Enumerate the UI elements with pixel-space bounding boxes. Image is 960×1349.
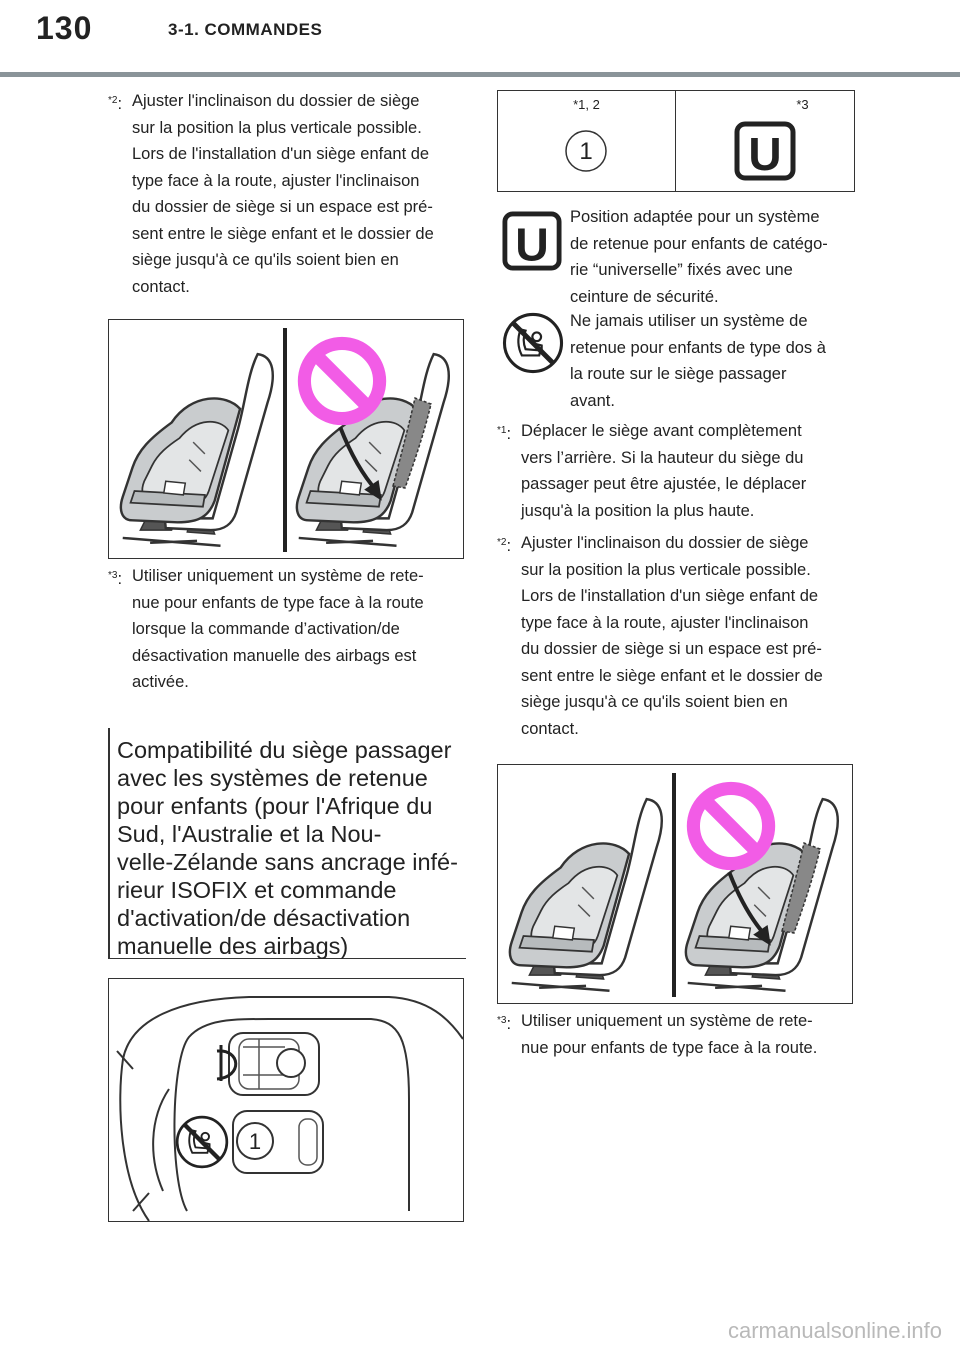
note-line: Utiliser uniquement un système de rete- xyxy=(521,1012,813,1030)
note-line: nue pour enfants de type face à la route. xyxy=(521,1038,818,1057)
heading-line: avec les systèmes de retenue xyxy=(117,765,428,791)
universal-u-icon xyxy=(502,210,562,272)
car-diagram-seat-symbol: 1 xyxy=(248,1129,262,1154)
note-line: type face à la route, ajuster l'inclinaison xyxy=(132,171,420,190)
legend-universal xyxy=(570,204,860,310)
heading-line: Sud, l'Australie et la Nou- xyxy=(117,821,382,847)
section-title: 3-1. COMMANDES xyxy=(168,20,323,39)
heading-line: velle-Zélande sans ancrage infé- xyxy=(117,849,458,875)
footnote-marker: *2 xyxy=(108,95,118,106)
footnote-3-left: $^{*3}$: Utiliser uniquement un système de rete- nue pour enfants de type face à la route lorsque la commande d’activation/de désactivation manuelle des airbags est activée. xyxy=(108,563,468,696)
note-line: jusqu'à la position la plus haute. xyxy=(521,501,755,520)
note-line: Ajuster l'inclinaison du dossier de siège xyxy=(521,534,809,552)
seat-recline-illustration-left xyxy=(108,319,464,559)
legend-prohibited xyxy=(570,308,860,414)
note-line: désactivation manuelle des airbags est xyxy=(132,646,417,665)
note-line: Ajuster l'inclinaison du dossier de siège xyxy=(132,92,420,110)
note-line: Lors de l'installation d'un siège enfant de xyxy=(132,145,430,163)
note-line: lorsque la commande d’activation/de xyxy=(132,620,400,638)
note-line: Utiliser uniquement un système de rete- xyxy=(132,567,424,585)
legend-line: de retenue pour enfants de catégo- xyxy=(570,234,828,253)
table-cell-col1 xyxy=(498,91,676,191)
legend-u-symbol: U xyxy=(515,218,549,271)
note-line: sent entre le siège enfant et le dossier de xyxy=(132,224,434,243)
note-line: sur la position la plus verticale possible. xyxy=(132,118,422,137)
seat-recline-drawing xyxy=(109,320,463,558)
footnote-1-right: $^{*1}$: Déplacer le siège avant complètement vers l’arrière. Si la hauteur du siège du passager peut être ajustée, le déplacer jusqu'à la position la plus haute. xyxy=(497,418,857,524)
legend-line: Ne jamais utiliser un système de xyxy=(570,312,808,330)
heading-line: rieur ISOFIX et commande xyxy=(117,877,397,903)
note-line: Lors de l'installation d'un siège enfant de xyxy=(521,587,819,605)
note-line: siège jusqu'à ce qu'ils soient bien en xyxy=(132,251,399,269)
heading-line: d'activation/de désactivation xyxy=(117,905,411,931)
note-line: sur la position la plus verticale possible. xyxy=(521,560,811,579)
note-line: activée. xyxy=(132,673,189,691)
table-cell-col2 xyxy=(676,91,853,191)
universal-u-icon xyxy=(734,121,796,181)
legend-line: rie “universelle” fixés avec une xyxy=(570,261,793,279)
note-line: type face à la route, ajuster l'inclinaison xyxy=(521,613,809,632)
note-line: nue pour enfants de type face à la route xyxy=(132,593,424,612)
note-line: du dossier de siège si un espace est pré- xyxy=(521,640,822,658)
heading-bar xyxy=(108,728,110,958)
heading-line: Compatibilité du siège passager xyxy=(117,737,452,763)
footnote-marker: *1 xyxy=(497,425,507,436)
header-rule xyxy=(0,72,960,77)
footnote-marker: *3 xyxy=(497,1015,507,1026)
footnote-2-right: $^{*2}$: Ajuster l'inclinaison du dossier de siège sur la position la plus verticale possible. Lors de l'installation d'un siège enfant de type face à la route, ajuster l'inclinaison du dossier de siège si un espace est pré- sent entre le siège enfant et le dossier de siège jusqu'à ce qu'ils soient bien en contact. xyxy=(497,530,857,742)
note-line: passager peut être ajustée, le déplacer xyxy=(521,475,807,493)
circle-1-icon xyxy=(564,129,608,173)
legend-line: la route sur le siège passager xyxy=(570,365,787,383)
heading-line: pour enfants (pour l'Afrique du xyxy=(117,793,433,819)
note-line: vers l’arrière. Si la hauteur du siège du xyxy=(521,448,804,467)
note-line: contact. xyxy=(132,277,190,296)
page-number: 130 xyxy=(36,10,93,46)
footnote-3-right: $^{*3}$: Utiliser uniquement un système de rete- nue pour enfants de type face à la route. xyxy=(497,1008,857,1061)
footnote-marker: *2 xyxy=(497,537,507,548)
note-line: siège jusqu'à ce qu'ils soient bien en xyxy=(521,693,788,711)
table-col1-symbol: 1 xyxy=(579,138,593,165)
watermark: carmanualsonline.info xyxy=(728,1318,943,1343)
legend-line: Position adaptée pour un système xyxy=(570,208,820,226)
seat-recline-drawing xyxy=(498,765,852,1003)
footnote-marker: *3 xyxy=(108,570,118,581)
car-top-view-drawing xyxy=(109,979,463,1221)
table-col2-label: *3 xyxy=(796,97,809,112)
note-line: Déplacer le siège avant complètement xyxy=(521,422,802,440)
note-line: du dossier de siège si un espace est pré- xyxy=(132,198,433,216)
seat-compatibility-table xyxy=(497,90,855,192)
car-top-view-diagram xyxy=(108,978,464,1222)
section-heading xyxy=(108,728,464,958)
seat-recline-illustration-right xyxy=(497,764,853,1004)
heading-line: manuelle des airbags) xyxy=(117,933,349,959)
note-line: contact. xyxy=(521,719,579,738)
table-col1-label: *1, 2 xyxy=(573,97,600,112)
legend-line: retenue pour enfants de type dos à xyxy=(570,338,826,357)
legend-line: ceinture de sécurité. xyxy=(570,287,719,306)
table-col2-symbol: U xyxy=(748,128,782,180)
note-line: sent entre le siège enfant et le dossier de xyxy=(521,666,823,685)
rear-facing-prohibited-icon xyxy=(502,312,564,374)
footnote-2-left: $^{*2}$: Ajuster l'inclinaison du dossier de siège sur la position la plus verticale possible. Lors de l'installation d'un siège enfant de type face à la route, ajuster l'inclinaison du dossier de siège si un espace est pré- sent entre le siège enfant et le dossier de siège jusqu'à ce qu'ils soient bien en contact. xyxy=(108,88,468,300)
legend-line: avant. xyxy=(570,391,615,410)
